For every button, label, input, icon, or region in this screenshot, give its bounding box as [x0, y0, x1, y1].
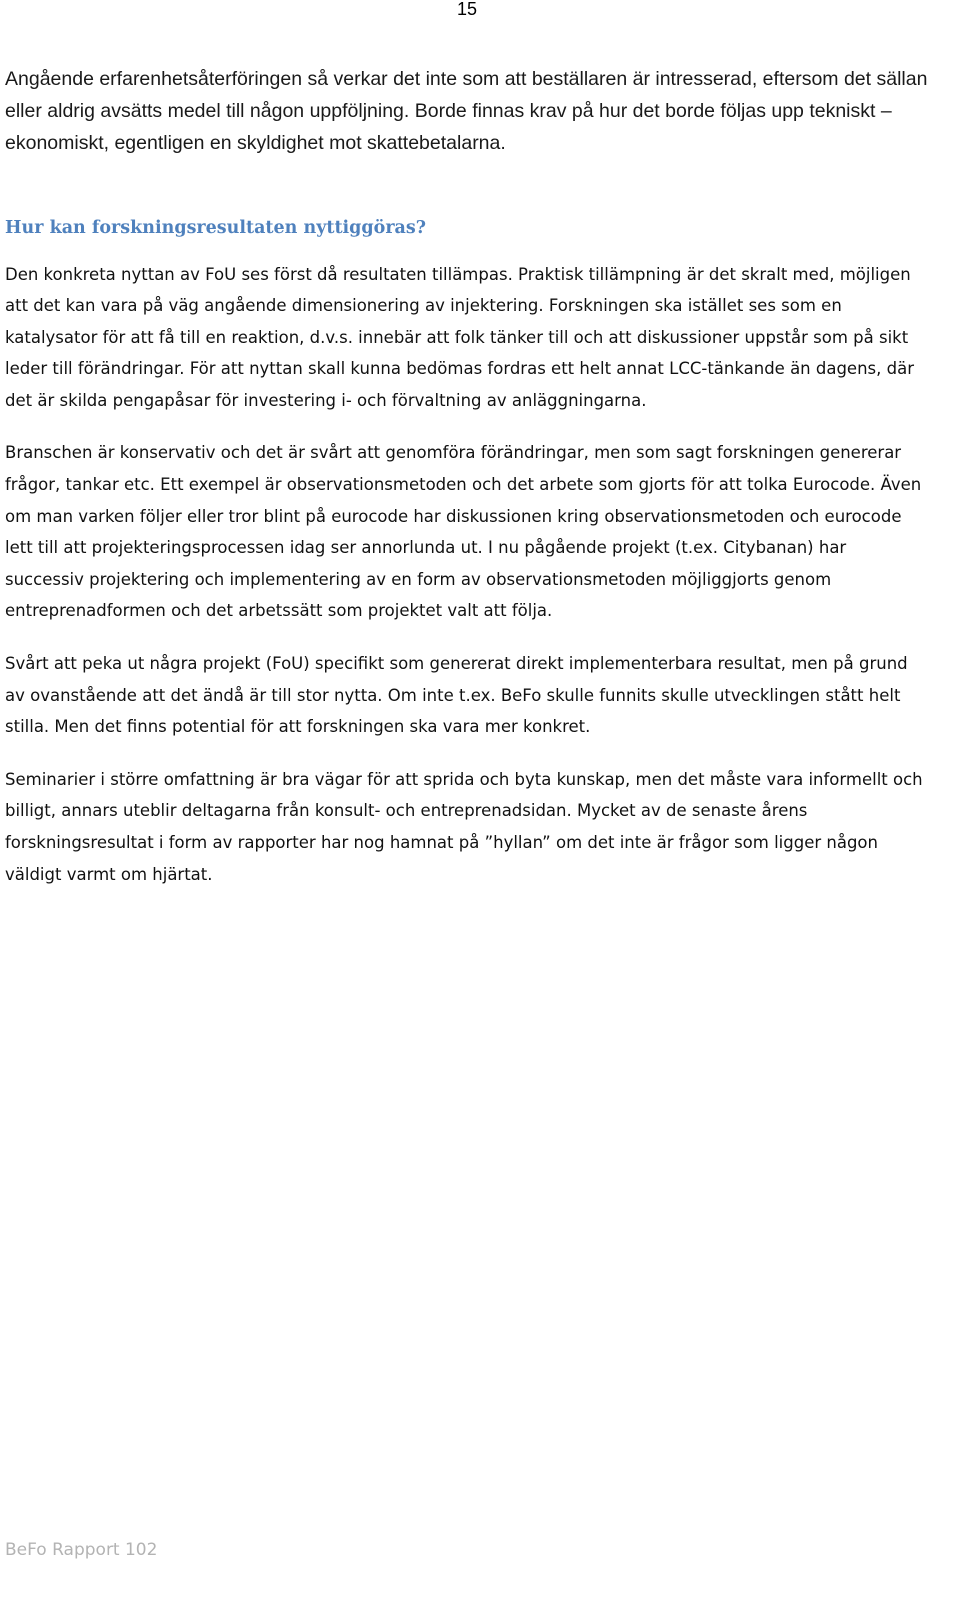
- body-paragraph-1: Den konkreta nyttan av FoU ses först då resultaten tillämpas. Praktisk tillämpning är det skralt med, möjligen att det kan vara på väg angående dimensionering av injektering. Forskningen ska istället ses som en katalysator för att få till en reaktion, d.v.s. innebär att folk tänker till och att diskussioner uppstår som på sikt leder till förändringar. För att nyttan skall kunna bedömas fordras ett helt annat LCC-tänkande än dagens, där det är skilda pengapåsar för investering i- och förvaltning av anläggningarna.: [5, 264, 914, 410]
- body-paragraph-3: Svårt att peka ut några projekt (FoU) specifikt som genererat direkt implementerbara resultat, men på grund av ovanstående att det ändå är till stor nytta. Om inte t.ex. BeFo skulle funnits skulle utvecklingen stått helt stilla. Men det finns potential för att forskningen ska vara mer konkret.: [5, 654, 908, 737]
- document-body: [5, 63, 930, 890]
- body-paragraph-2: Branschen är konservativ och det är svårt att genomföra förändringar, men som sagt forskningen genererar frågor, tankar etc. Ett exempel är observationsmetoden och det arbete som gjorts för att tolka Eurocode. Även om man varken följer eller tror blint på eurocode har diskussionen kring observationsmetoden och eurocode lett till att projekteringsprocessen idag ser annorlunda ut. I nu pågående projekt (t.ex. Citybanan) har successiv projektering och implementering av en form av observationsmetoden möjliggjorts genom entreprenadformen och det arbetssätt som projektet valt att följa.: [5, 443, 922, 621]
- section-heading: Hur kan forskningsresultaten nyttiggöras?: [5, 218, 426, 238]
- intro-paragraph: Angående erfarenhetsåterföringen så verkar det inte som att beställaren är intresserad, eftersom det sällan eller aldrig avsätts medel till någon uppföljning. Borde finnas krav på hur det borde följas upp tekniskt – ekonomiskt, egentligen en skyldighet mot skattebetalarna.: [5, 68, 928, 154]
- page-number: 15: [456, 0, 478, 19]
- footer-report-label: BeFo Rapport 102: [5, 1540, 158, 1560]
- body-paragraph-4: Seminarier i större omfattning är bra vägar för att sprida och byta kunskap, men det måste vara informellt och billigt, annars uteblir deltagarna från konsult- och entreprenadsidan. Mycket av de senaste årens forskningsresultat i form av rapporter har nog hamnat på ”hyllan” om det inte är frågor som ligger någon väldigt varmt om hjärtat.: [5, 769, 923, 884]
